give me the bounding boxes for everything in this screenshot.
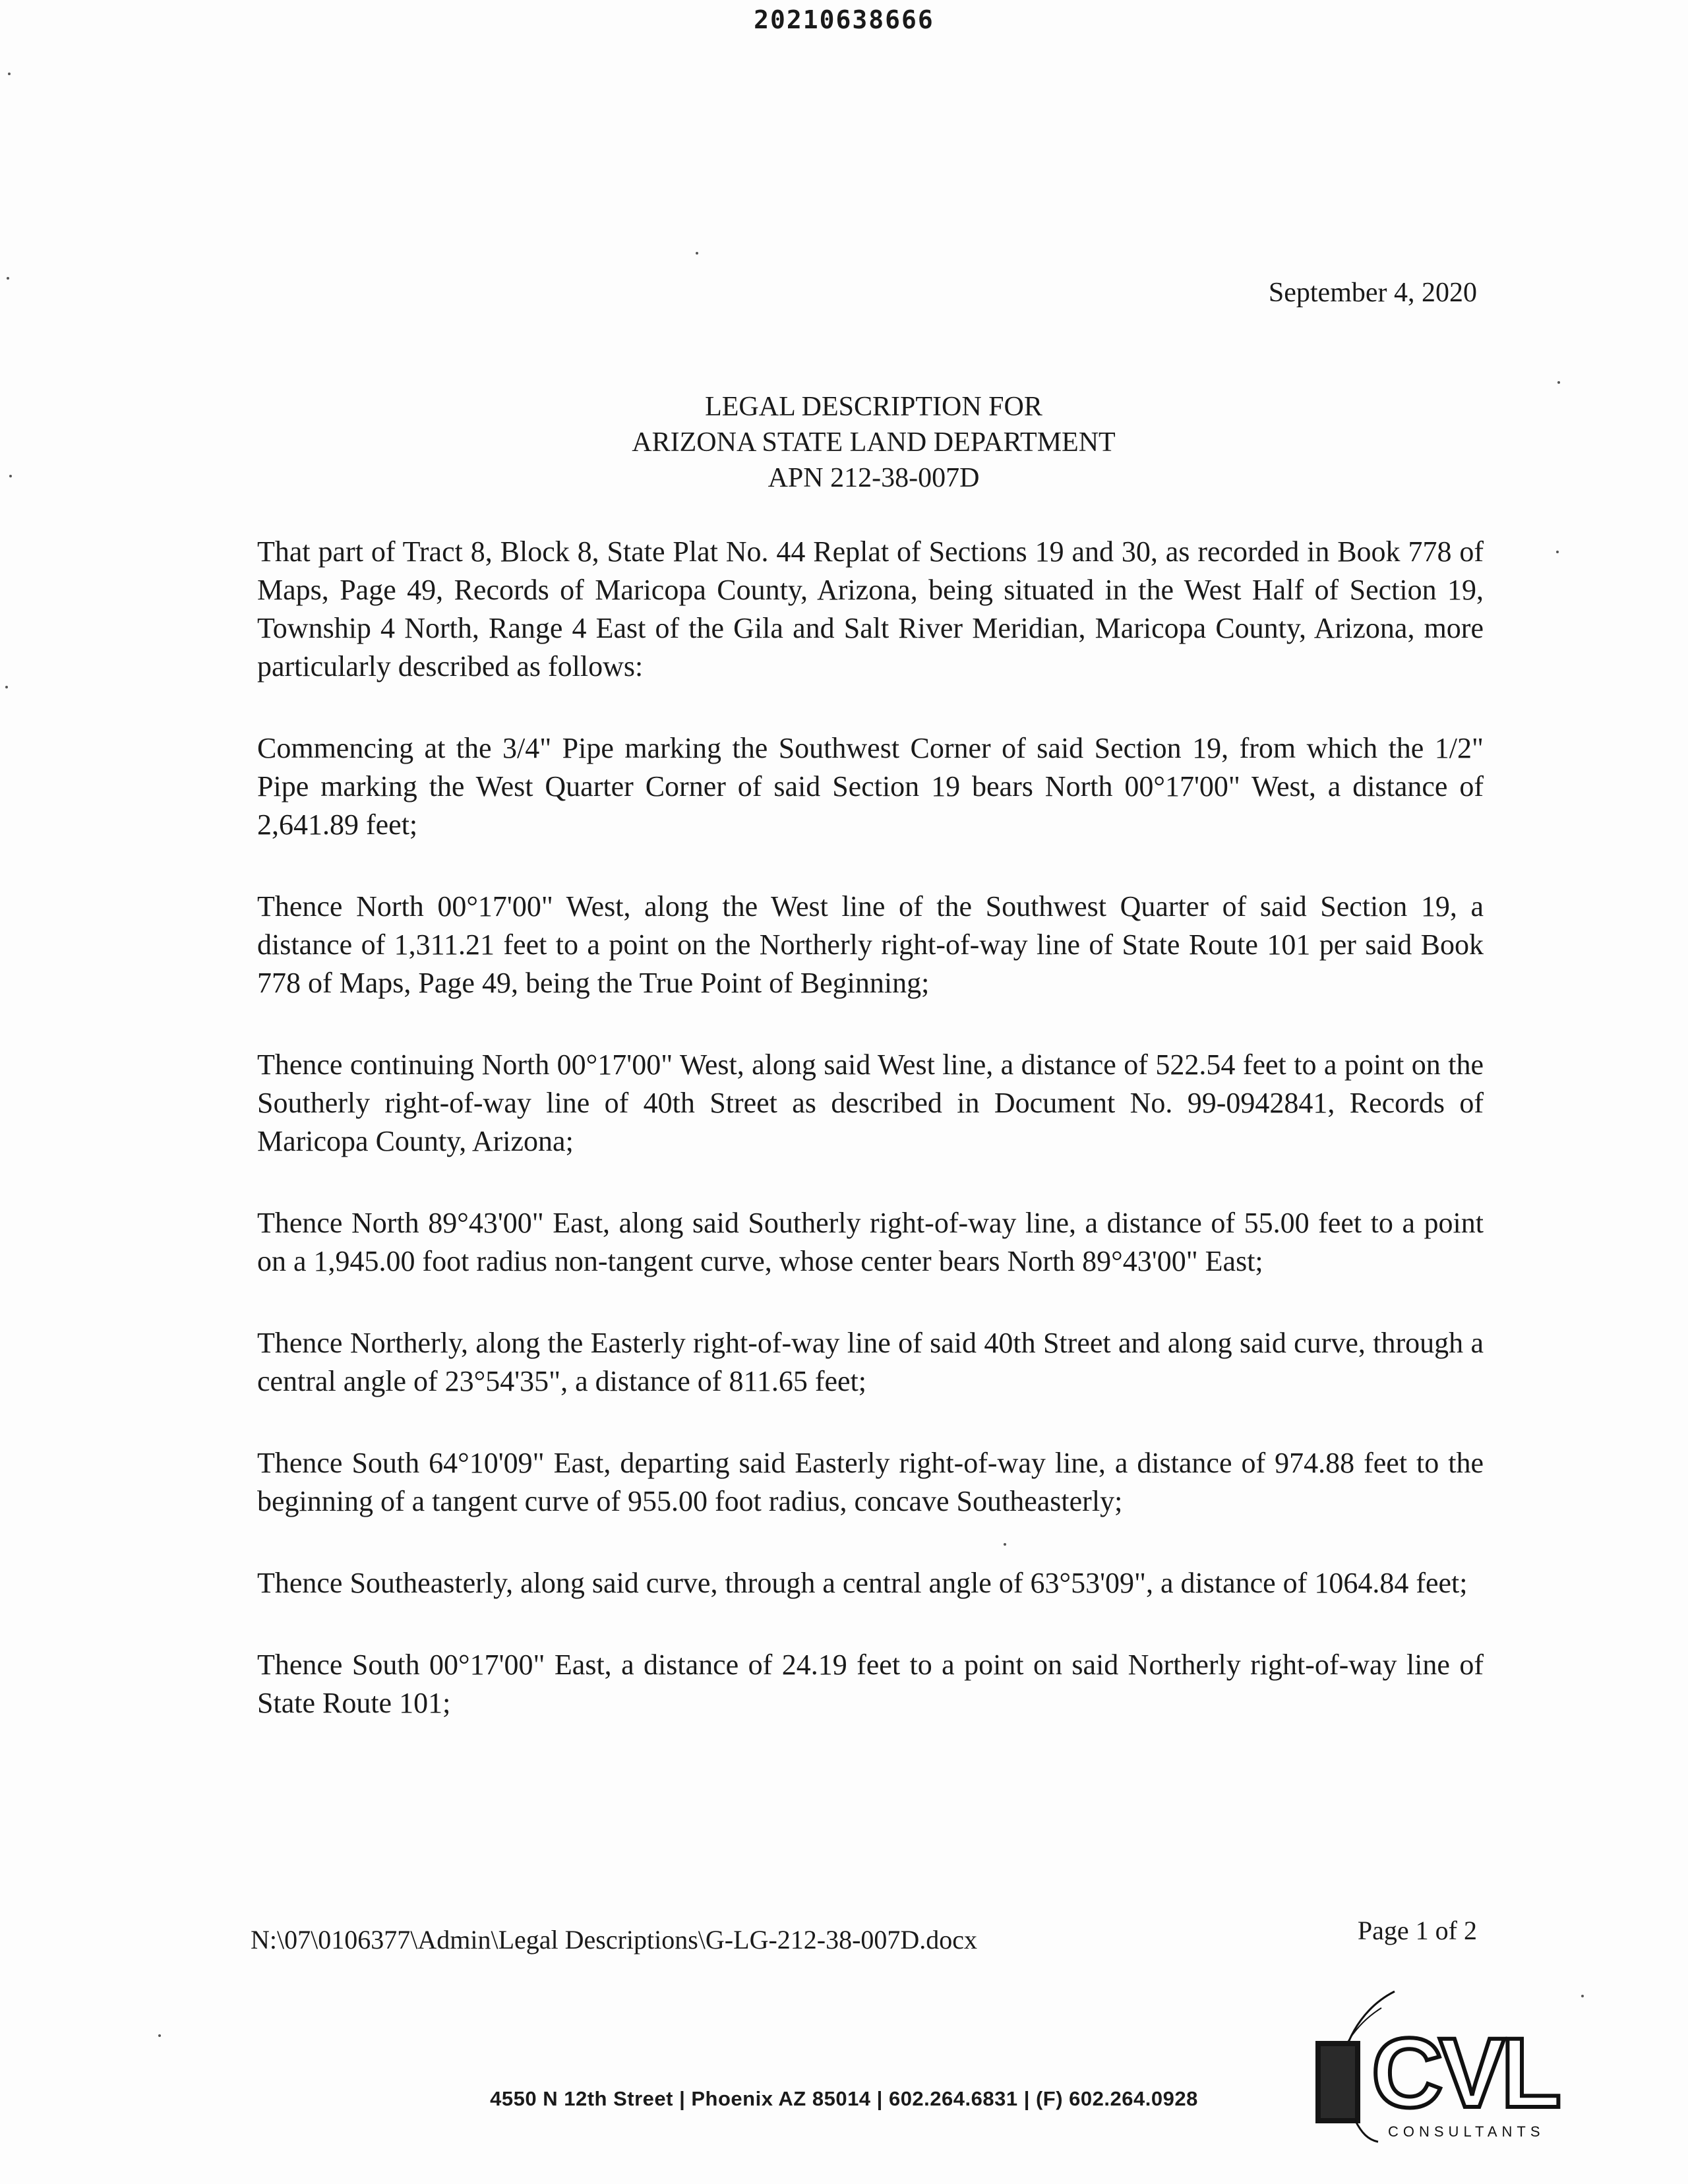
paragraph-course: Thence South 64°10'09" East, departing said Easterly right-of-way line, a distance of 974.88 feet to the beginning of a tangent curve of 955.00 foot radius, concave Southeasterly; — [257, 1447, 1484, 1517]
file-path: N:\07\0106377\Admin\Legal Descriptions\G-LG-212-38-007D.docx — [251, 1925, 978, 1955]
footer-address: 4550 N 12th Street | Phoenix AZ 85014 | 602.264.6831 | (F) 602.264.0928 — [490, 2087, 1198, 2110]
cvl-logo-mark-icon — [1302, 1978, 1592, 2143]
page-number: Page 1 of 2 — [1357, 1916, 1477, 1945]
paragraph-course: Thence Northerly, along the Easterly right-of-way line of said 40th Street and along said curve, through a central angle of 23°54'35", a distance of 811.65 feet; — [257, 1327, 1484, 1397]
paragraph-commencing: Commencing at the 3/4" Pipe marking the Southwest Corner of said Section 19, from which the 1/2" Pipe marking the West Quarter Corner of said Section 19 bears North 00°17'00" West, a distance of 2,641.89 feet; — [257, 732, 1484, 841]
title-line-3: APN 212-38-007D — [768, 463, 980, 493]
logo-letters: CVL — [1372, 2017, 1557, 2128]
paragraph-course: Thence Southeasterly, along said curve, through a central angle of 63°53'09", a distance of 1064.84 feet; — [257, 1567, 1468, 1599]
paragraph-course: Thence South 00°17'00" East, a distance of 24.19 feet to a point on said Northerly right-of-way line of State Route 101; — [257, 1649, 1484, 1719]
document-title — [0, 389, 1688, 496]
document-date: September 4, 2020 — [1268, 278, 1477, 308]
paragraph-course: Thence North 00°17'00" West, along the West line of the Southwest Quarter of said Section 19, a distance of 1,311.21 feet to a point on the Northerly right-of-way line of State Route 101 per said Book 778 of Maps, Page 49, being the True Point of Beginning; — [257, 890, 1484, 999]
title-line-1: LEGAL DESCRIPTION FOR — [705, 392, 1042, 422]
paragraph-intro: That part of Tract 8, Block 8, State Plat No. 44 Replat of Sections 19 and 30, as recorded in Book 778 of Maps, Page 49, Records of Maricopa County, Arizona, being situated in the West Half of Section 19, Township 4 North, Range 4 East of the Gila and Salt River Meridian, Maricopa County, Arizona, more particularly described as follows: — [257, 535, 1484, 682]
cvl-logo — [1302, 1978, 1592, 2143]
legal-description-body — [257, 533, 1484, 1766]
recording-number: 20210638666 — [754, 5, 934, 34]
title-line-2: ARIZONA STATE LAND DEPARTMENT — [632, 427, 1116, 458]
logo-subtitle: CONSULTANTS — [1388, 2123, 1545, 2140]
paragraph-course: Thence continuing North 00°17'00" West, along said West line, a distance of 522.54 feet to a point on the Southerly right-of-way line of 40th Street as described in Document No. 99-0942841, Records of Maricopa County, Arizona; — [257, 1048, 1484, 1157]
paragraph-course: Thence North 89°43'00" East, along said Southerly right-of-way line, a distance of 55.00 feet to a point on a 1,945.00 foot radius non-tangent curve, whose center bears North 89°43'00" East; — [257, 1207, 1484, 1277]
